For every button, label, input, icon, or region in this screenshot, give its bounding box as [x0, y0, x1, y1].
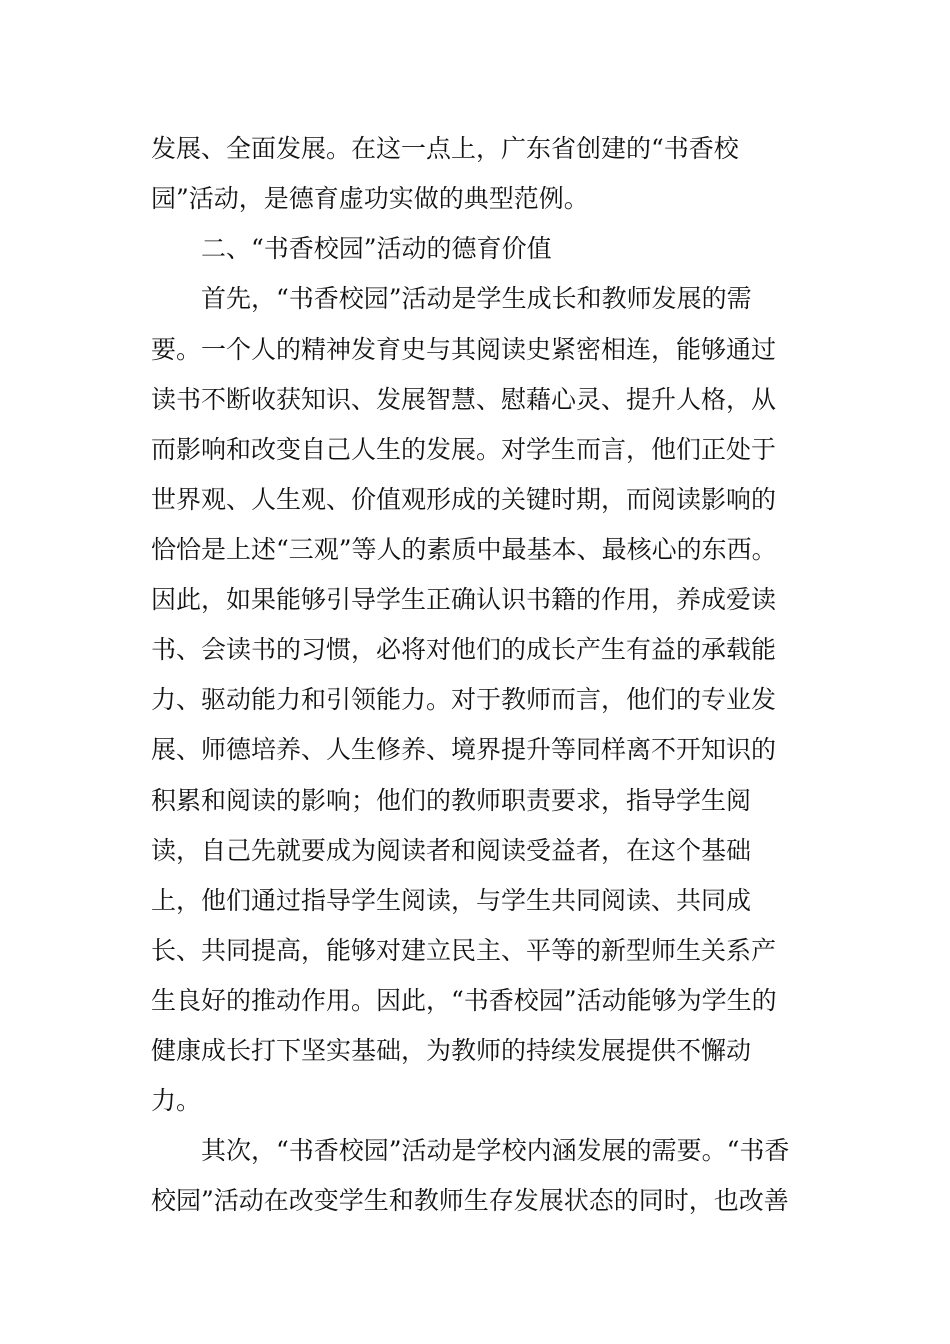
paragraph-line: 上，他们通过指导学生阅读，与学生共同阅读、共同成 — [151, 886, 752, 915]
paragraph-line: 恰恰是上述“三观”等人的素质中最基本、最核心的东西。 — [151, 535, 777, 564]
paragraph-line: 力。 — [151, 1086, 202, 1115]
paragraph-line: 力、驱动能力和引领能力。对于教师而言，他们的专业发 — [151, 685, 777, 714]
paragraph-line: 世界观、人生观、价值观形成的关键时期，而阅读影响的 — [151, 485, 777, 514]
paragraph-line: 首先，“书香校园”活动是学生成长和教师发展的需 — [201, 284, 752, 313]
paragraph-line: 园”活动，是德育虚功实做的典型范例。 — [151, 184, 589, 213]
paragraph-line: 积累和阅读的影响；他们的教师职责要求，指导学生阅 — [151, 786, 752, 815]
paragraph-line: 读，自己先就要成为阅读者和阅读受益者，在这个基础 — [151, 836, 752, 865]
paragraph-line: 健康成长打下坚实基础，为教师的持续发展提供不懈动 — [151, 1036, 752, 1065]
paragraph-line: 因此，如果能够引导学生正确认识书籍的作用，养成爱读 — [151, 585, 777, 614]
paragraph-line: 展、师德培养、人生修养、境界提升等同样离不开知识的 — [151, 735, 777, 764]
paragraph-line: 校园”活动在改变学生和教师生存发展状态的同时，也改善 — [151, 1186, 789, 1215]
paragraph-line: 要。一个人的精神发育史与其阅读史紧密相连，能够通过 — [151, 335, 777, 364]
section-heading: 二、“书香校园”活动的德育价值 — [201, 234, 552, 263]
paragraph-line: 其次，“书香校园”活动是学校内涵发展的需要。“书香 — [201, 1136, 790, 1165]
paragraph-line: 生良好的推动作用。因此，“书香校园”活动能够为学生的 — [151, 986, 777, 1015]
paragraph-line: 而影响和改变自己人生的发展。对学生而言，他们正处于 — [151, 435, 777, 464]
paragraph-line: 长、共同提高，能够对建立民主、平等的新型师生关系产 — [151, 936, 777, 965]
paragraph-line: 发展、全面发展。在这一点上，广东省创建的“书香校 — [151, 134, 739, 163]
paragraph-line: 读书不断收获知识、发展智慧、慰藉心灵、提升人格，从 — [151, 385, 777, 414]
paragraph-line: 书、会读书的习惯，必将对他们的成长产生有益的承载能 — [151, 635, 777, 664]
